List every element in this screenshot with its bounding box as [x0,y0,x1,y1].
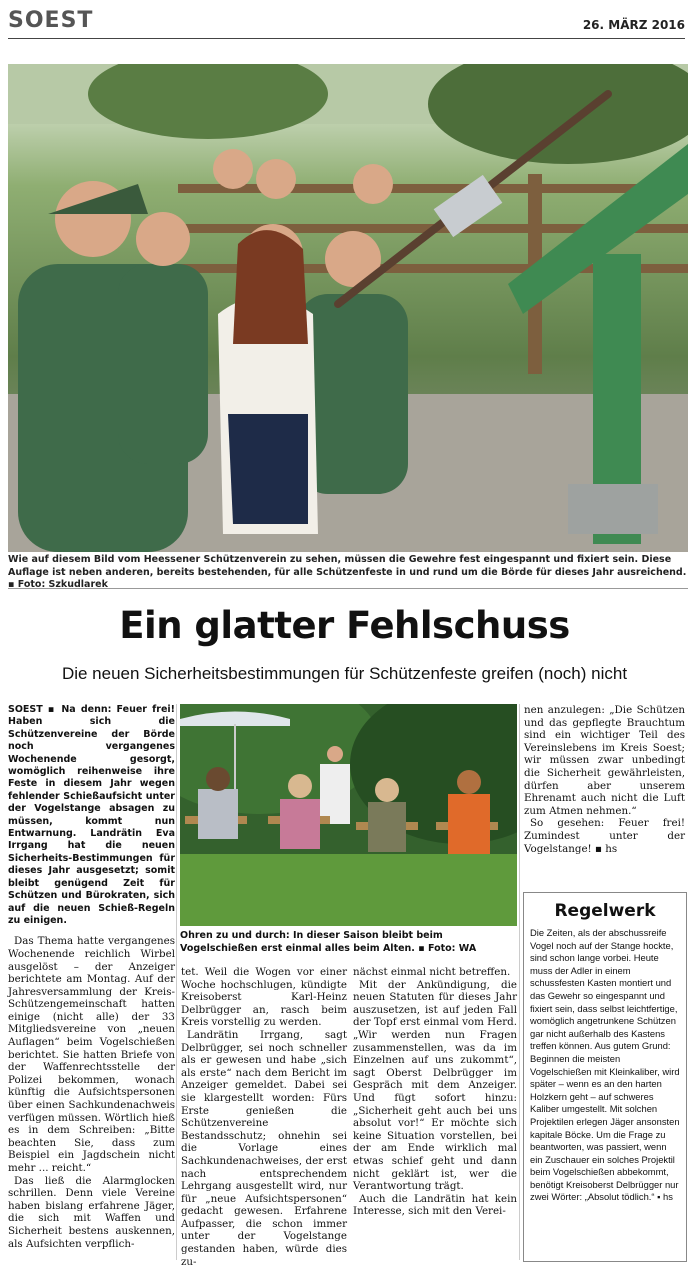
article-column-2 [181,966,347,1268]
body-paragraph: Das Thema hatte vergangenes Wochenende reichlich Wirbel ausgelöst – der Anzeiger berichtete am Montag. Auf der Jahresversammlung der Kreis-Schützengemeinschaft hatten einige (nicht alle) der 33 Mitgliedsvereine von „neuen Auflagen“ beim Vogelschießen berichtet. Sie hatten Briefe von der Waffenrechtsstelle der Polizei bekommen, wonach künftig die Aufsichtspersonen über einen Sachkundenachweis verfügen müssen. Wörtlich hieß es in dem Schreiben: „Bitte beachten Sie, dass zum Beispiel ein Jagdschein nicht mehr ... reicht.“ [8,935,175,1174]
main-photo-caption: Wie auf diesem Bild vom Heessener Schützenverein zu sehen, müssen die Gewehre fest eingespannt und fixiert sein. Diese Auflage ist neben anderen, bereits bestehenden, für alle Schützenfeste in und rund um die Börde für dieses Jahr ausreichend. ▪ Foto: Szkudlarek [8,554,687,590]
main-photo [8,64,688,552]
body-paragraph: So gesehen: Feuer frei! Zumindest unter der Vogelstange! ▪ hs [524,817,685,855]
body-paragraph: nächst einmal nicht betreffen. [353,966,511,978]
article-column-1 [8,704,175,1250]
subheadline: Die neuen Sicherheitsbestimmungen für Schützenfeste greifen (noch) nicht [61,664,628,683]
body-paragraph: Das ließ die Alarmglocken schrillen. Denn viele Vereine haben bislang erfahrene Jäger, die sich mit Waffen und Sicherheit bestens auskennen, als Aufsichten verpflich- [8,1174,175,1250]
sidebar-title: Regelwerk [554,901,656,921]
article-column-3 [353,966,517,1218]
article-column-4 [524,704,685,855]
page-header [8,4,685,39]
section-title: SOEST [8,8,94,33]
sidebar-body: Die Zeiten, als der abschussreife Vogel noch auf der Stange hockte, sind schon lange vorbei. Heute muss der Adler in einem schussfesten Kasten montiert und das Gewehr so eingespannt und fixiert sein, dass selbst leichtfertige, womöglich angetrunkene Schützen gar nicht außerhalb des Kastens treffen können. Aus gutem Grund: Beginnen die meisten Vogelschießen mit Kleinkaliber, wird später – wenn es an den harten Holzkern geht – auf schweres Kaliber umgestellt. Mit solchen Projektilen erlegen Jäger ansonsten kapitale Böcke. Um die Frage zu beantworten, was passiert, wenn ein Zuschauer ein solches Projektil beim Vogelschießen abbekommt, benötigt Kreisoberst Delbrügger nur zwei Wörter: „Absolut tödlich.“ ▪ hs [530,927,680,1203]
body-paragraph: nen anzulegen: „Die Schützen und das gepflegte Brauchtum sind ein wichtiger Teil des Vereinslebens im Kreis Soest; wir müssen zwar unbedingt die Sicherheit gewährleisten, dürfen aber unserem Ehrenamt auch nicht die Luft zum Atmen nehmen.“ [524,704,685,817]
body-paragraph: Auch die Landrätin hat kein Interesse, sich mit den Verei- [353,1192,517,1218]
headline: Ein glatter Fehlschuss [119,604,570,647]
lead-paragraph: SOEST ▪ Na denn: Feuer frei! Haben sich die Schützenvereine der Börde noch vergangenes Wochenende gesorgt, womöglich reihenweise ihre Feste in diesem Jahr wegen fehlender Schießaufsicht unter der Vogelstange absagen zu müssen, kommt nun Entwarnung. Landrätin Eva Irrgang hat die neuen Sicherheits-Bestimmungen für dieses Jahr ausgesetzt; somit bleibt genügend Zeit für Schützen und Bürokraten, sich auf die neuen Schieß-Regeln zu einigen. [8,704,175,926]
body-paragraph: Landrätin Irrgang, sagt Delbrügger, sei noch schneller als er gewesen und habe „sich als erste“ nach dem Bericht im Anzeiger gemeldet. Dabei sei sie klargestellt worden: Fürs Erste genießen die Schützenvereine Bestandsschutz; ohnehin sei die Vorlage eines Sachkundenachweises, der erst nach entsprechendem Lehrgang ausgestellt wird, nur für „neue Aufsichtspersonen“ gedacht gewesen. Erfahrene Aufpasser, die schon immer unter der Vogelstange gestanden haben, würde dies zu- [181,1028,347,1268]
divider [8,588,688,589]
column-divider [176,704,177,1260]
body-paragraph: Mit der Ankündigung, die neuen Statuten für dieses Jahr auszusetzen, ist auf jeden Fall der Topf erst einmal vom Herd. „Wir werden nun Fragen zusammenstellen, was da im Einzelnen auf uns zukommt“, sagt Oberst Delbrügger im Gespräch mit dem Anzeiger. Und fügt sofort hinzu: „Sicherheit geht auch bei uns absolut vor!“ Er möchte sich keine Situation vorstellen, bei der am Ende wirklich mal etwas schief geht und dann nicht geklärt ist, wer die Verantwortung trägt. [353,978,517,1193]
body-paragraph: tet. Weil die Wogen vor einer Woche hochschlugen, kündigte Kreisoberst Karl-Heinz Delbrügger an, rasch beim Kreis vorstellig zu werden. [181,966,347,1029]
sidebar-box [523,892,687,1262]
column-divider [519,704,520,1260]
issue-date: 26. MÄRZ 2016 [582,18,685,32]
second-photo [180,704,517,926]
second-photo-caption: Ohren zu und durch: In dieser Saison bleibt beim Vogelschießen erst einmal alles beim Alten. ▪ Foto: WA [180,930,477,954]
